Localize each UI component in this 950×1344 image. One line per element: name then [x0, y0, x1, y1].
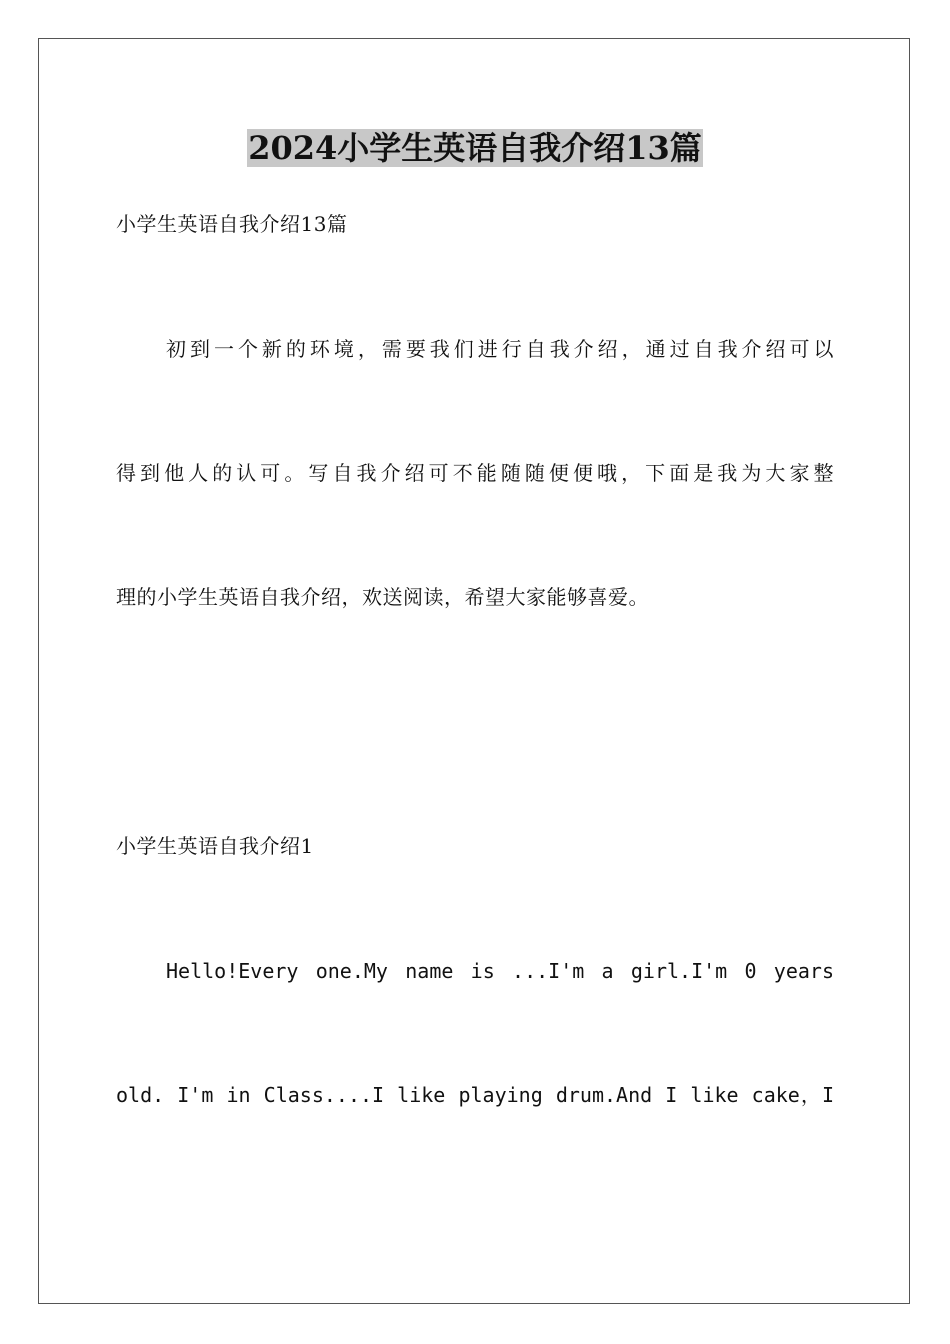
section-line-2: old. I'm in Class....I like playing drum.And I like cake，I	[116, 1083, 834, 1107]
document-title-text: 2024小学生英语自我介绍13篇	[248, 129, 702, 167]
section-heading: 小学生英语自我介绍1	[116, 834, 314, 858]
intro-line-1: 初到一个新的环境，需要我们进行自我介绍，通过自我介绍可以	[166, 337, 834, 361]
document-subtitle: 小学生英语自我介绍13篇	[116, 212, 348, 236]
document-title	[0, 126, 950, 170]
intro-line-2: 得到他人的认可。写自我介绍可不能随随便便哦，下面是我为大家整	[116, 461, 834, 485]
section-line-1: Hello!Every one.My name is ...I'm a girl.I'm 0 years	[166, 959, 834, 983]
intro-line-3: 理的小学生英语自我介绍，欢送阅读，希望大家能够喜爱。	[116, 585, 649, 609]
